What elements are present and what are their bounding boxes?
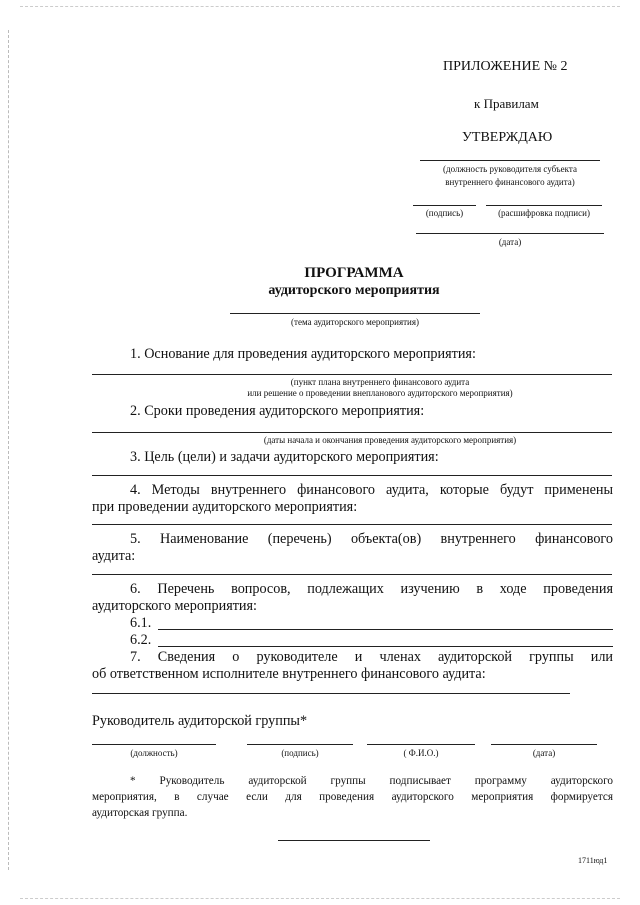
topic-caption: (тема аудиторского мероприятия) [291,317,419,327]
header-decoding-line [486,205,602,206]
section-1-basis: 1. Основание для проведения аудиторского мероприятия: [130,346,476,362]
section-2-caption: (даты начала и окончания проведения аудиторского мероприятия) [263,435,517,445]
audit-group-leader-label: Руководитель аудиторской группы* [92,713,308,729]
topic-line [230,313,480,314]
section-5-line [92,574,612,575]
position-caption-2: внутреннего финансового аудита) [445,177,575,187]
section-1-caption-2: или решение о проведении внепланового аудиторского мероприятия) [247,388,513,398]
section-7-leader-line-1: 7. Сведения о руководителе и членах аудиторской группы или [130,649,613,665]
scan-bottom-edge [20,898,620,899]
header-date-caption: (дата) [498,237,522,247]
section-5-objects-line-1: 5. Наименование (перечень) объекта(ов) внутреннего финансового [130,531,613,547]
leader-position-caption: (должность) [130,748,178,758]
section-3-line [92,475,612,476]
section-4-line [92,524,612,525]
section-3-goals: 3. Цель (цели) и задачи аудиторского мероприятия: [130,449,439,465]
to-rules: к Правилам [474,96,539,111]
section-5-objects-line-2: аудита: [92,548,136,564]
leader-position-line [92,744,216,745]
section-1-caption-1: (пункт плана внутреннего финансового аудита [290,377,470,387]
section-4-methods-line-2: при проведении аудиторского мероприятия: [92,499,358,515]
page-code: 1711юд1 [578,856,608,865]
header-decoding-caption: (расшифровка подписи) [498,208,590,218]
section-6-item-2: 6.2. [130,632,152,648]
scan-top-edge [20,6,620,7]
section-2-terms: 2. Сроки проведения аудиторского мероприятия: [130,403,425,419]
leader-signature-caption: (подпись) [281,748,319,758]
section-1-line [92,374,612,375]
document-title: ПРОГРАММА [304,265,404,281]
leader-signature-line [247,744,353,745]
leader-date-line [491,744,597,745]
footer-separator [278,840,430,841]
section-6-questions-line-2: аудиторского мероприятия: [92,598,257,614]
document-subtitle: аудиторского мероприятия [268,283,440,298]
leader-name-caption: ( Ф.И.О.) [403,748,439,758]
position-caption-1: (должность руководителя субъекта [443,164,577,174]
section-2-line [92,432,612,433]
section-4-methods-line-1: 4. Методы внутреннего финансового аудита, которые будут применены [130,482,613,498]
footnote-line-3: аудиторская группа. [92,807,188,819]
appendix-number: ПРИЛОЖЕНИЕ № 2 [443,59,568,74]
leader-date-caption: (дата) [532,748,556,758]
section-6-item-1-line [158,629,613,630]
header-signature-line [413,205,476,206]
section-7-line [92,693,570,694]
header-date-line [416,233,604,234]
position-line [420,160,600,161]
scan-left-edge [8,30,9,870]
footnote-line-2: мероприятия, в случае если для проведения аудиторского мероприятия формируется [92,791,613,803]
section-6-item-1: 6.1. [130,615,152,631]
header-signature-caption: (подпись) [425,208,464,218]
leader-name-line [367,744,475,745]
section-6-questions-line-1: 6. Перечень вопросов, подлежащих изучению в ходе проведения [130,581,613,597]
section-6-item-2-line [158,646,613,647]
approve-heading: УТВЕРЖДАЮ [462,130,553,145]
footnote-line-1: * Руководитель аудиторской группы подписывает программу аудиторского [130,775,613,787]
section-7-leader-line-2: об ответственном исполнителе внутреннего финансового аудита: [92,666,486,682]
